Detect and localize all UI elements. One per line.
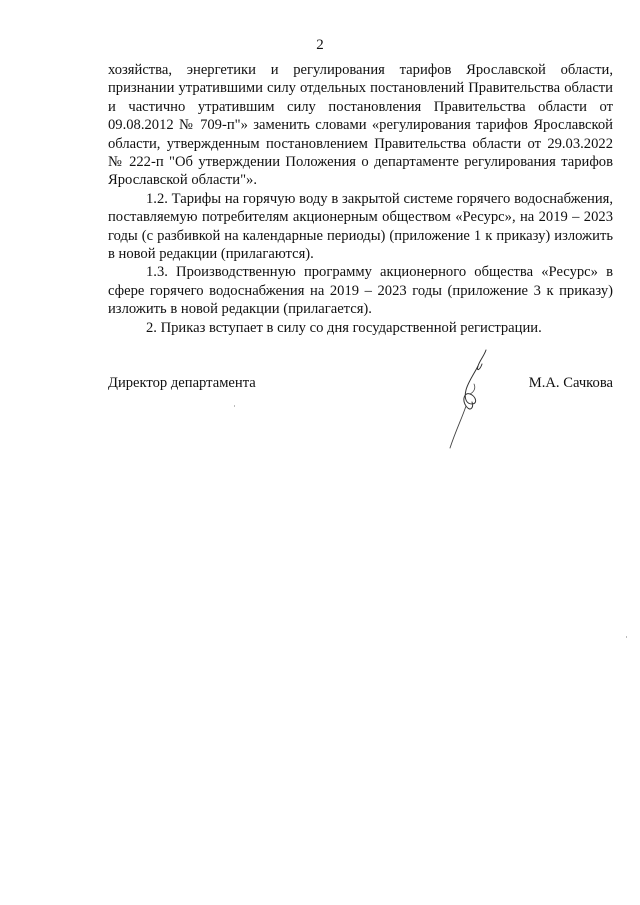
- signature-block: [108, 374, 613, 394]
- document-body: [108, 61, 613, 337]
- signer-title: Директор департамента: [108, 375, 256, 391]
- scan-artifact: [626, 636, 627, 638]
- signature-icon: [440, 348, 504, 452]
- paragraph-2: 2. Приказ вступает в силу со дня государственной регистрации.: [146, 319, 542, 336]
- paragraph-1-2: 1.2. Тарифы на горячую воду в закрытой системе горячего водоснабжения, поставляемую потребителям акционерным обществом «Ресурс», на 2019 – 2023 годы (с разбивкой на календарные периоды) (приложение 1 к приказу) изложить в новой редакции (прилагаются).: [108, 190, 613, 263]
- scan-artifact: [234, 405, 235, 407]
- page-number: 2: [316, 37, 324, 53]
- signer-name: М.А. Сачкова: [528, 375, 613, 391]
- paragraph-1-3: 1.3. Производственную программу акционерного общества «Ресурс» в сфере горячего водоснабжения на 2019 – 2023 годы (приложение 3 к приказу) изложить в новой редакции (прилагается).: [108, 264, 613, 318]
- paragraph-continuation: хозяйства, энергетики и регулирования тарифов Ярославской области, признании утратившими силу отдельных постановлений Правительства области и частично утратившим силу постановления Правительства области от 09.08.2012 № 709-п"» заменить словами «регулирования тарифов Ярославской области, утвержденным постановлением Правительства области от 29.03.2022 № 222-п "Об утверждении Положения о департаменте регулирования тарифов Ярославской области"».: [108, 62, 613, 189]
